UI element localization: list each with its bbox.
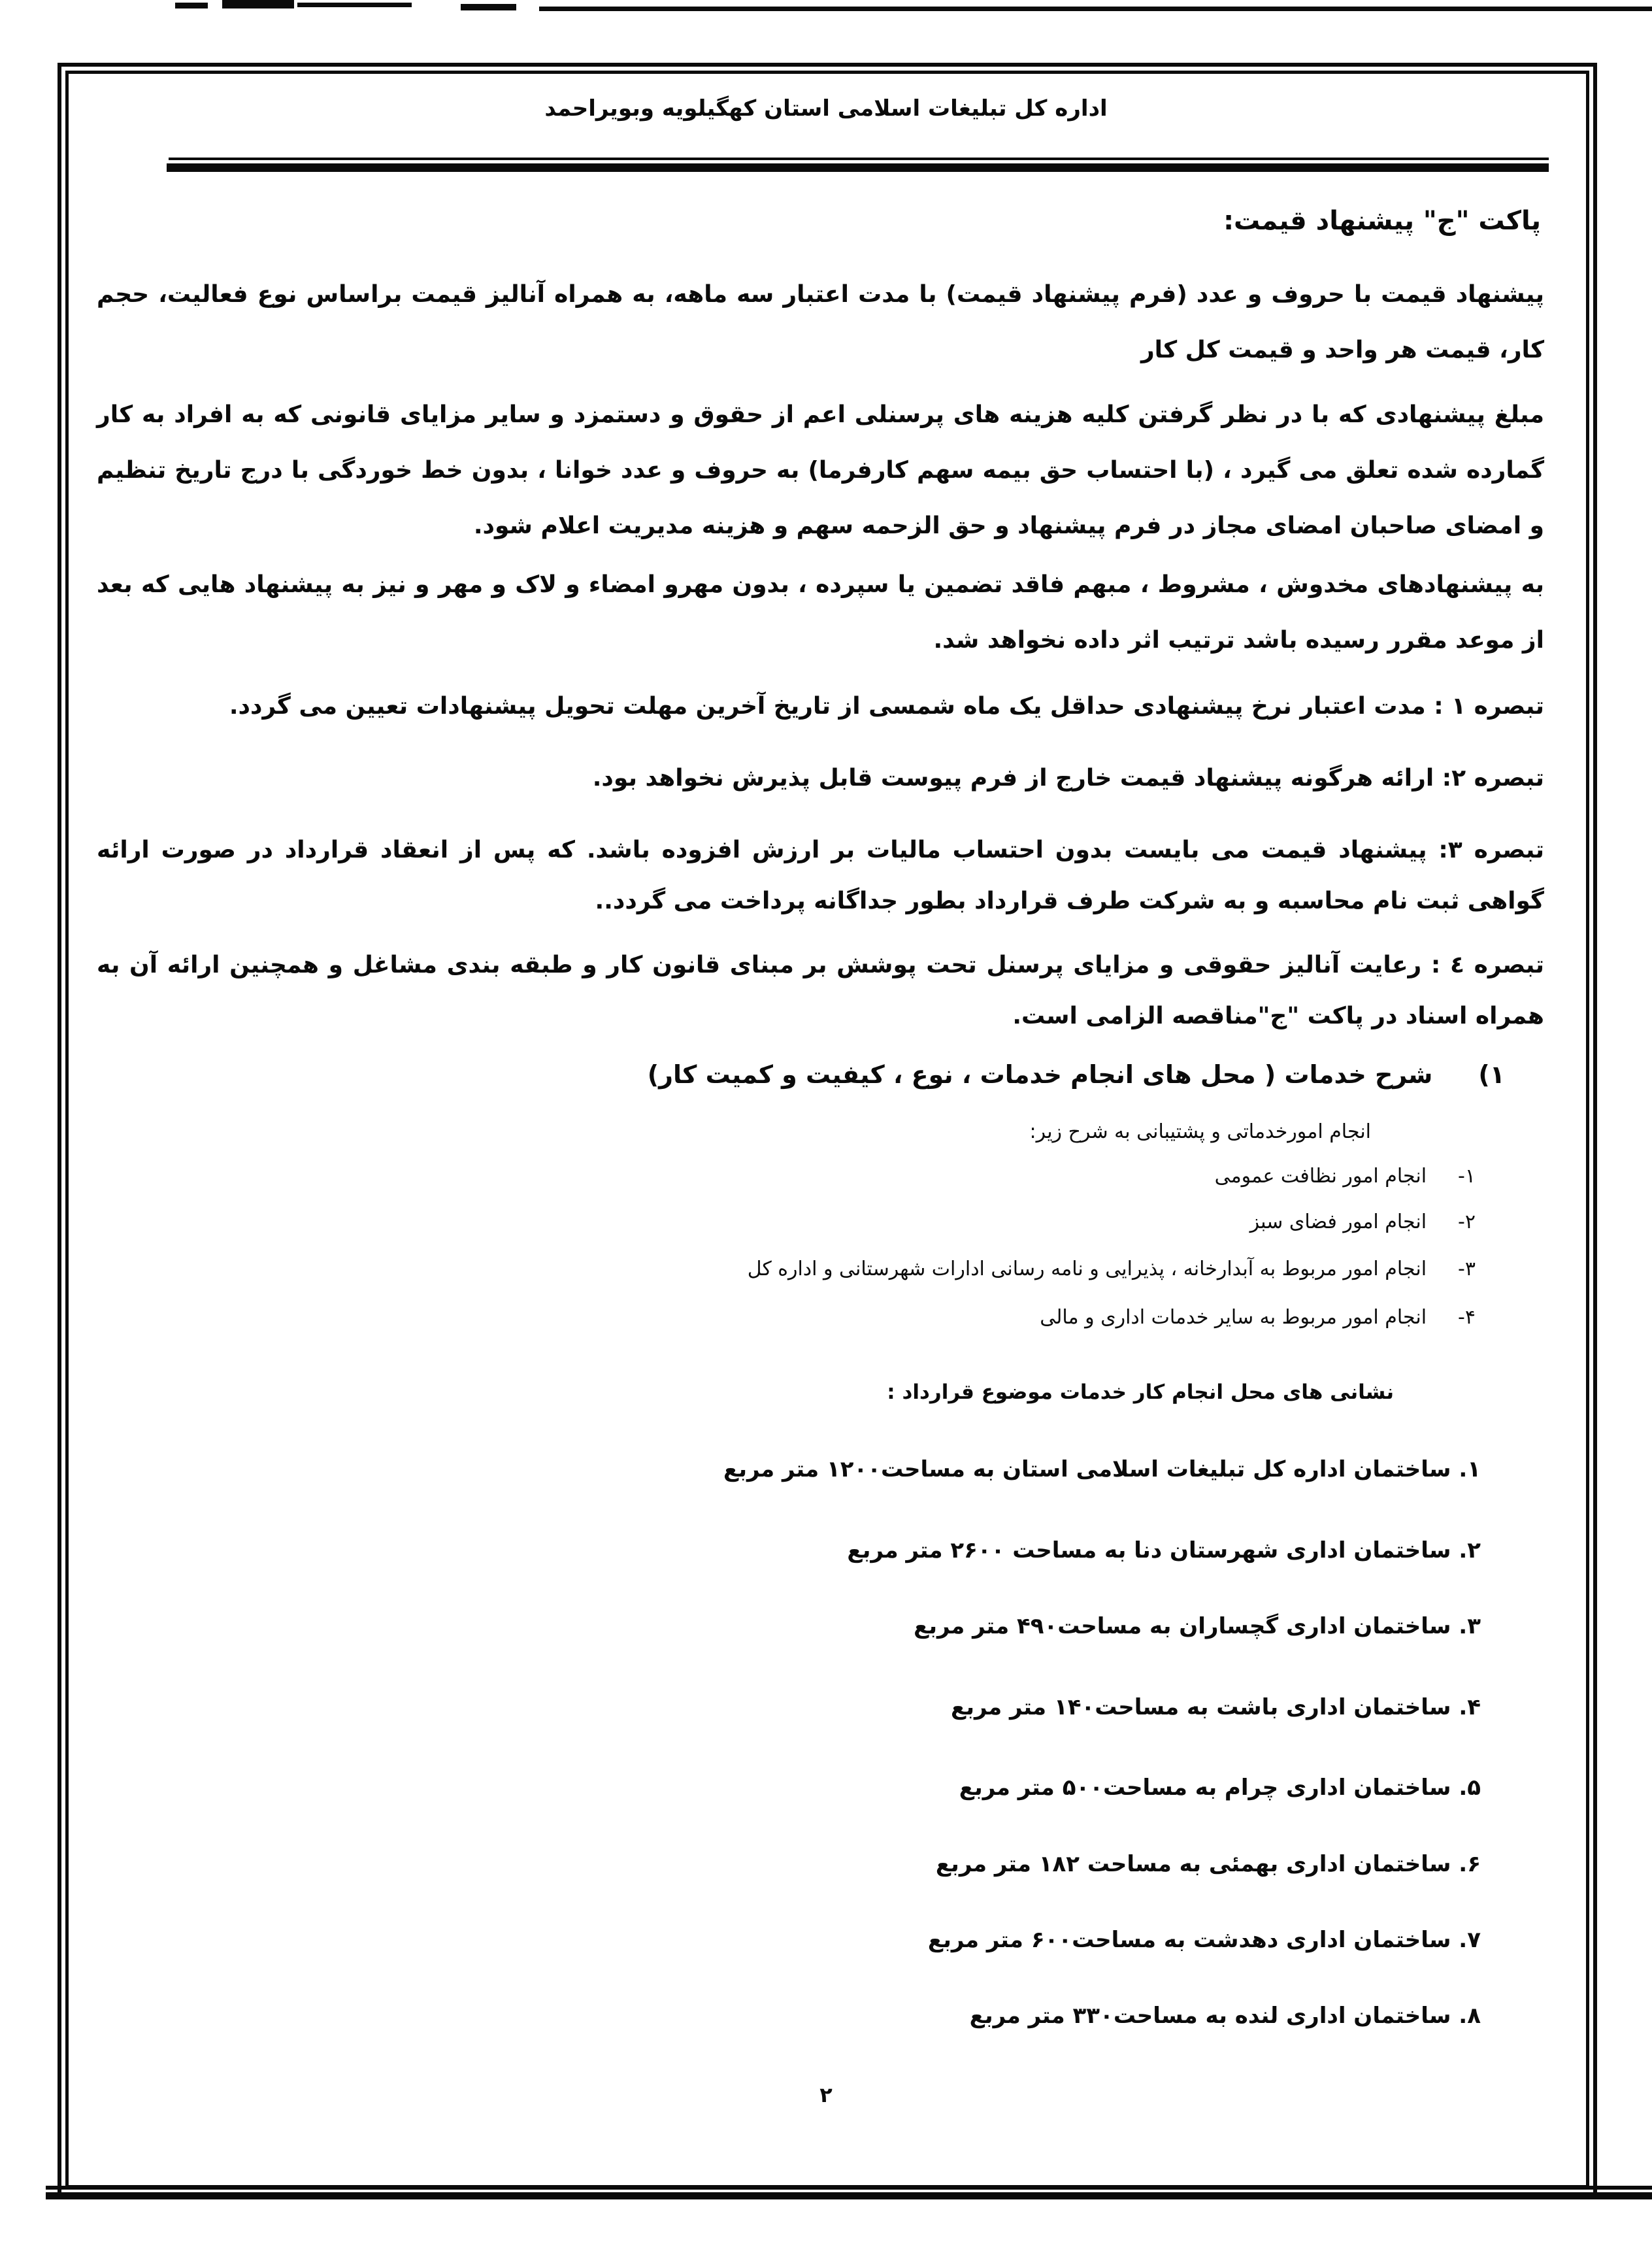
paragraph-price-proposal: پیشنهاد قیمت با حروف و عدد (فرم پیشنهاد قیمت) با مدت اعتبار سه ماهه، به همراه آنالیز قیمت براساس نوع فعالیت، حجم کار، قیمت هر واحد و قیمت کل کار xyxy=(97,281,1544,363)
service-item-number: ۱- xyxy=(1458,1165,1476,1188)
service-item-text: انجام امور مربوط به سایر خدمات اداری و مالی xyxy=(1040,1306,1427,1329)
services-section-title: شرح خدمات ( محل های انجام خدمات ، نوع ، کیفیت و کمیت کار) xyxy=(647,1060,1433,1089)
letterhead-rule-thick xyxy=(167,163,1549,172)
note-1: تبصره ۱ : مدت اعتبار نرخ پیشنهادی حداقل یک ماه شمسی از تاریخ آخرین مهلت تحویل پیشنهادات تعیین می گردد. xyxy=(229,693,1544,720)
bottom-scan-bar-thin xyxy=(46,2186,1652,2190)
services-section-number: ۱) xyxy=(1478,1060,1505,1089)
note-2: تبصره ۲: ارائه هرگونه پیشنهاد قیمت خارج از فرم پیوست قابل پذیرش نخواهد بود. xyxy=(592,765,1544,792)
addresses-heading: نشانی های محل انجام کار خدمات موضوع قرارداد : xyxy=(887,1380,1394,1404)
services-intro: انجام امورخدماتی و پشتیبانی به شرح زیر: xyxy=(1029,1120,1371,1143)
note-4: تبصره ٤ : رعایت آنالیز حقوقی و مزایای پرسنل تحت پوشش بر مبنای قانون کار و طبقه بندی مشاغل و همچنین ارائه آن به همراه اسناد در پاکت "ج"مناقصه الزامی است. xyxy=(97,952,1544,1029)
service-item-number: ۲- xyxy=(1458,1211,1476,1233)
page-number: ۲ xyxy=(819,2082,833,2107)
service-item-number: ۳- xyxy=(1458,1258,1476,1280)
packet-c-heading: پاکت "ج" پیشنهاد قیمت: xyxy=(1223,206,1541,236)
bottom-scan-bar-thick xyxy=(46,2192,1652,2199)
letterhead-rule-thin xyxy=(169,158,1549,160)
address-list-item: ۱. ساختمان اداره کل تبلیغات اسلامی استان به مساحت۱۲۰۰ متر مربع xyxy=(723,1456,1481,1482)
address-list-item: ۸. ساختمان اداری لنده به مساحت۳۳۰ متر مربع xyxy=(969,2003,1481,2029)
service-list-item xyxy=(1215,1165,1476,1188)
address-list-item: ۵. ساختمان اداری چرام به مساحت۵۰۰ متر مربع xyxy=(959,1775,1481,1801)
service-item-text: انجام امور مربوط به آبدارخانه ، پذیرایی و نامه رسانی ادارات شهرستانی و اداره کل xyxy=(747,1258,1427,1280)
scan-artifact xyxy=(297,3,412,7)
note-3: تبصره ۳: پیشنهاد قیمت می بایست بدون احتساب مالیات بر ارزش افزوده باشد. که پس از انعقاد قرارداد در صورت ارائه گواهی ثبت نام محاسبه و به شرکت طرف قرارداد بطور جداگانه پرداخت می گردد.. xyxy=(97,837,1544,914)
address-list-item: ۶. ساختمان اداری بهمئی به مساحت ۱۸۲ متر مربع xyxy=(935,1851,1481,1877)
services-section-heading xyxy=(648,1060,1505,1089)
service-item-number: ۴- xyxy=(1458,1306,1476,1329)
letterhead-org-title: اداره کل تبلیغات اسلامی استان کهگیلویه وبویراحمد xyxy=(544,95,1108,122)
address-list-item: ۷. ساختمان اداری دهدشت به مساحت۶۰۰ متر مربع xyxy=(927,1927,1481,1953)
address-list-item: ۳. ساختمان اداری گچساران به مساحت۴۹۰ متر مربع xyxy=(914,1613,1481,1639)
service-list-item xyxy=(748,1258,1476,1280)
paragraph-rejection-conditions: به پیشنهادهای مخدوش ، مشروط ، مبهم فاقد تضمین یا سپرده ، بدون مهرو امضاء و لاک و مهر و نیز به پیشنهاد هایی که بعد از موعد مقرر رسیده باشد ترتیب اثر داده نخواهد شد. xyxy=(97,571,1544,654)
service-list-item xyxy=(1250,1211,1476,1233)
address-list-item: ۲. ساختمان اداری شهرستان دنا به مساحت ۲۶۰۰ متر مربع xyxy=(847,1537,1481,1563)
scan-artifact xyxy=(539,7,1652,11)
paragraph-proposed-amount: مبلغ پیشنهادی که با در نظر گرفتن کلیه هزینه های پرسنلی اعم از حقوق و دستمزد و سایر مزایای قانونی که به افراد به کار گمارده شده تعلق می گیرد ، (با احتساب حق بیمه سهم کارفرما) به حروف و عدد خوانا ، بدون خط خوردگی با درج تاریخ تنظیم و امضای صاحبان امضای مجاز در فرم پیشنهاد و حق الزحمه سهم و هزینه مدیریت اعلام شود. xyxy=(97,401,1544,539)
scan-artifact xyxy=(222,0,294,8)
service-list-item xyxy=(1040,1306,1476,1329)
service-item-text: انجام امور فضای سبز xyxy=(1249,1211,1427,1233)
scan-artifact xyxy=(175,3,208,8)
service-item-text: انجام امور نظافت عمومی xyxy=(1214,1165,1427,1188)
address-list-item: ۴. ساختمان اداری باشت به مساحت۱۴۰ متر مربع xyxy=(951,1694,1481,1720)
scan-artifact xyxy=(461,4,516,10)
